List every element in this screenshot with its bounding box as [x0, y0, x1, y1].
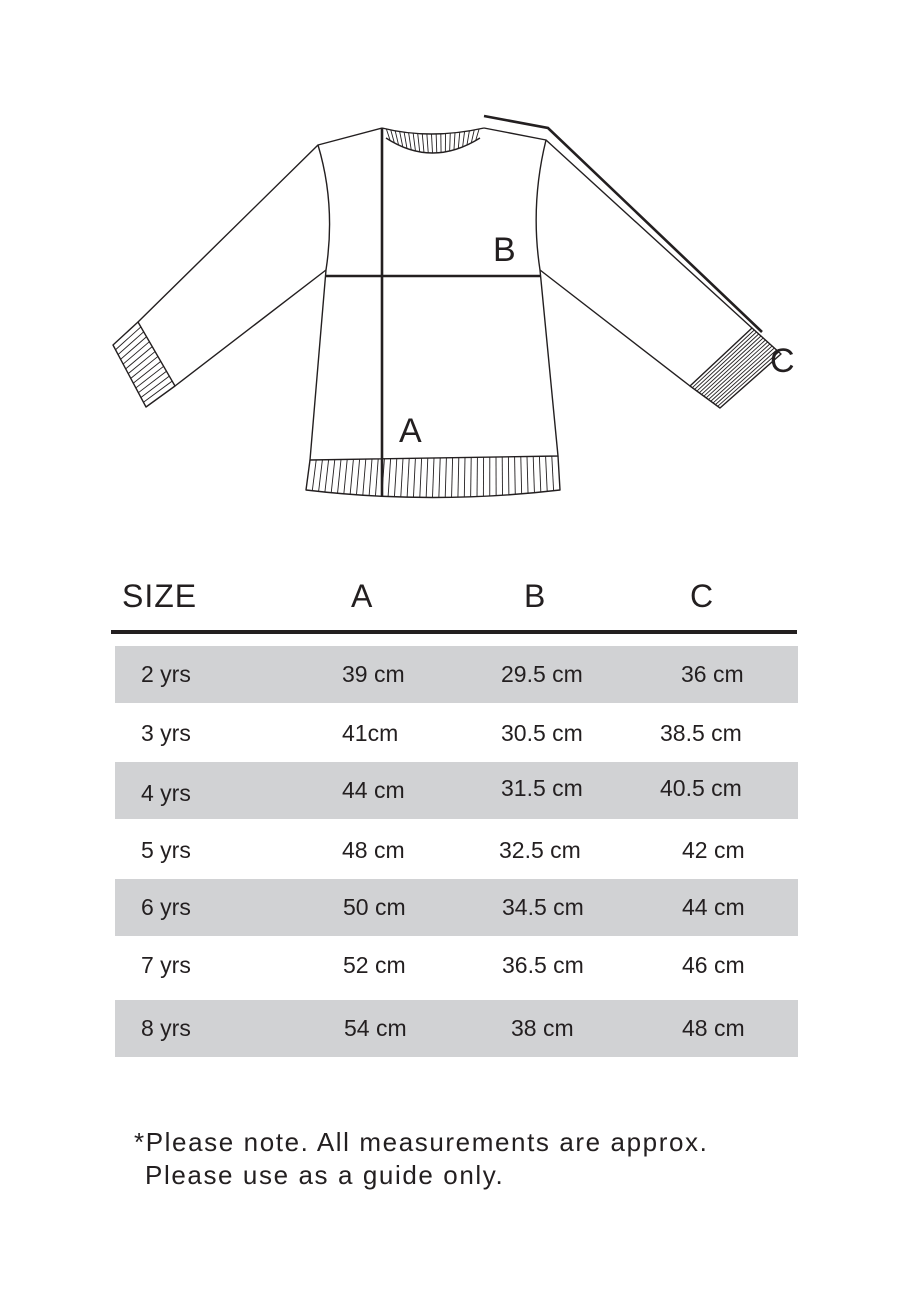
rib-line — [533, 456, 534, 492]
sweater-left-sleeve — [138, 145, 326, 386]
cell-b: 38 cm — [511, 1015, 574, 1041]
header-a: A — [351, 578, 374, 614]
cell-b: 30.5 cm — [501, 720, 583, 746]
note-line-1: *Please note. All measurements are approx. — [134, 1127, 709, 1157]
cell-size: 6 yrs — [141, 894, 191, 920]
cell-size: 3 yrs — [141, 720, 191, 746]
table-row — [115, 1000, 798, 1057]
cell-c: 38.5 cm — [660, 720, 742, 746]
rib-line — [420, 458, 422, 497]
rib-line — [344, 459, 347, 493]
cell-c: 44 cm — [682, 894, 745, 920]
rib-line — [413, 458, 415, 497]
cell-b: 31.5 cm — [501, 775, 583, 801]
rib-line — [452, 458, 453, 498]
rib-line — [356, 459, 359, 495]
rib-line — [319, 460, 323, 492]
rib-line — [552, 456, 554, 491]
sweater-right-cuff — [690, 328, 781, 408]
header-b: B — [524, 578, 547, 614]
rib-line — [394, 459, 396, 497]
table-row — [115, 937, 798, 994]
rib-line — [432, 134, 433, 153]
rib-line — [388, 459, 390, 497]
rib-line — [331, 460, 335, 493]
label-c: C — [770, 342, 795, 380]
table-row — [115, 705, 798, 762]
rib-line — [422, 134, 424, 153]
rib-line — [400, 132, 403, 147]
rib-line — [445, 458, 446, 498]
cell-a: 50 cm — [343, 894, 406, 920]
rib-line — [312, 460, 316, 491]
rib-line — [413, 133, 415, 151]
rib-line — [450, 133, 451, 151]
cell-a: 48 cm — [342, 837, 405, 863]
table-row — [115, 822, 798, 879]
cell-size: 5 yrs — [141, 837, 191, 863]
table-row — [115, 646, 798, 703]
cell-b: 29.5 cm — [501, 661, 583, 687]
sweater-left-cuff — [113, 322, 175, 407]
rib-line — [375, 459, 378, 496]
hem-rib — [312, 456, 553, 497]
cell-a: 39 cm — [342, 661, 405, 687]
note-line-2: Please use as a guide only. — [145, 1160, 505, 1190]
header-size: SIZE — [122, 578, 198, 614]
rib-line — [418, 134, 420, 152]
cell-c: 40.5 cm — [660, 775, 742, 801]
rib-line — [325, 460, 329, 492]
rib-line — [407, 458, 409, 497]
rib-line — [427, 134, 428, 153]
rib-line — [404, 132, 407, 148]
header-divider — [111, 630, 797, 634]
rib-line — [471, 457, 472, 496]
rib-line — [458, 458, 459, 498]
sweater-body-outline — [310, 128, 558, 460]
rib-line — [539, 456, 540, 492]
sweater-right-sleeve — [540, 140, 752, 386]
rib-line — [521, 457, 522, 494]
rib-line — [121, 337, 147, 360]
cell-c: 46 cm — [682, 952, 745, 978]
cell-b: 34.5 cm — [502, 894, 584, 920]
table-row — [115, 762, 798, 819]
cell-b: 36.5 cm — [502, 952, 584, 978]
rib-line — [433, 458, 435, 498]
rib-line — [436, 134, 437, 153]
rib-line — [123, 342, 149, 364]
rib-line — [463, 132, 465, 147]
sweater-diagram — [0, 0, 909, 540]
cell-b: 32.5 cm — [499, 837, 581, 863]
rib-line — [409, 133, 412, 150]
cell-a: 54 cm — [344, 1015, 407, 1041]
rib-line — [464, 458, 465, 498]
rib-line — [467, 131, 469, 145]
header-c: C — [690, 578, 715, 614]
cell-size: 2 yrs — [141, 661, 191, 687]
rib-line — [118, 332, 144, 355]
measurement-note — [134, 1126, 708, 1192]
rib-line — [458, 132, 459, 148]
rib-line — [426, 458, 428, 497]
size-table-header — [112, 578, 798, 630]
cell-c: 42 cm — [682, 837, 745, 863]
rib-line — [527, 457, 528, 494]
rib-line — [515, 457, 516, 495]
cell-c: 36 cm — [681, 661, 744, 687]
rib-line — [454, 133, 455, 150]
cell-c: 48 cm — [682, 1015, 745, 1041]
cell-a: 52 cm — [343, 952, 406, 978]
rib-line — [338, 460, 341, 494]
cell-a: 44 cm — [342, 777, 405, 803]
neckline-rib — [386, 129, 479, 153]
cell-size: 8 yrs — [141, 1015, 191, 1041]
label-a: A — [399, 412, 422, 450]
rib-line — [546, 456, 548, 491]
cell-a: 41cm — [342, 720, 399, 746]
rib-line — [439, 458, 440, 498]
rib-line — [363, 459, 366, 495]
cell-size: 4 yrs — [141, 780, 191, 806]
rib-line — [369, 459, 372, 496]
rib-line — [350, 459, 353, 494]
cell-size: 7 yrs — [141, 952, 191, 978]
table-row — [115, 879, 798, 936]
rib-line — [401, 459, 403, 498]
label-b: B — [493, 231, 516, 269]
